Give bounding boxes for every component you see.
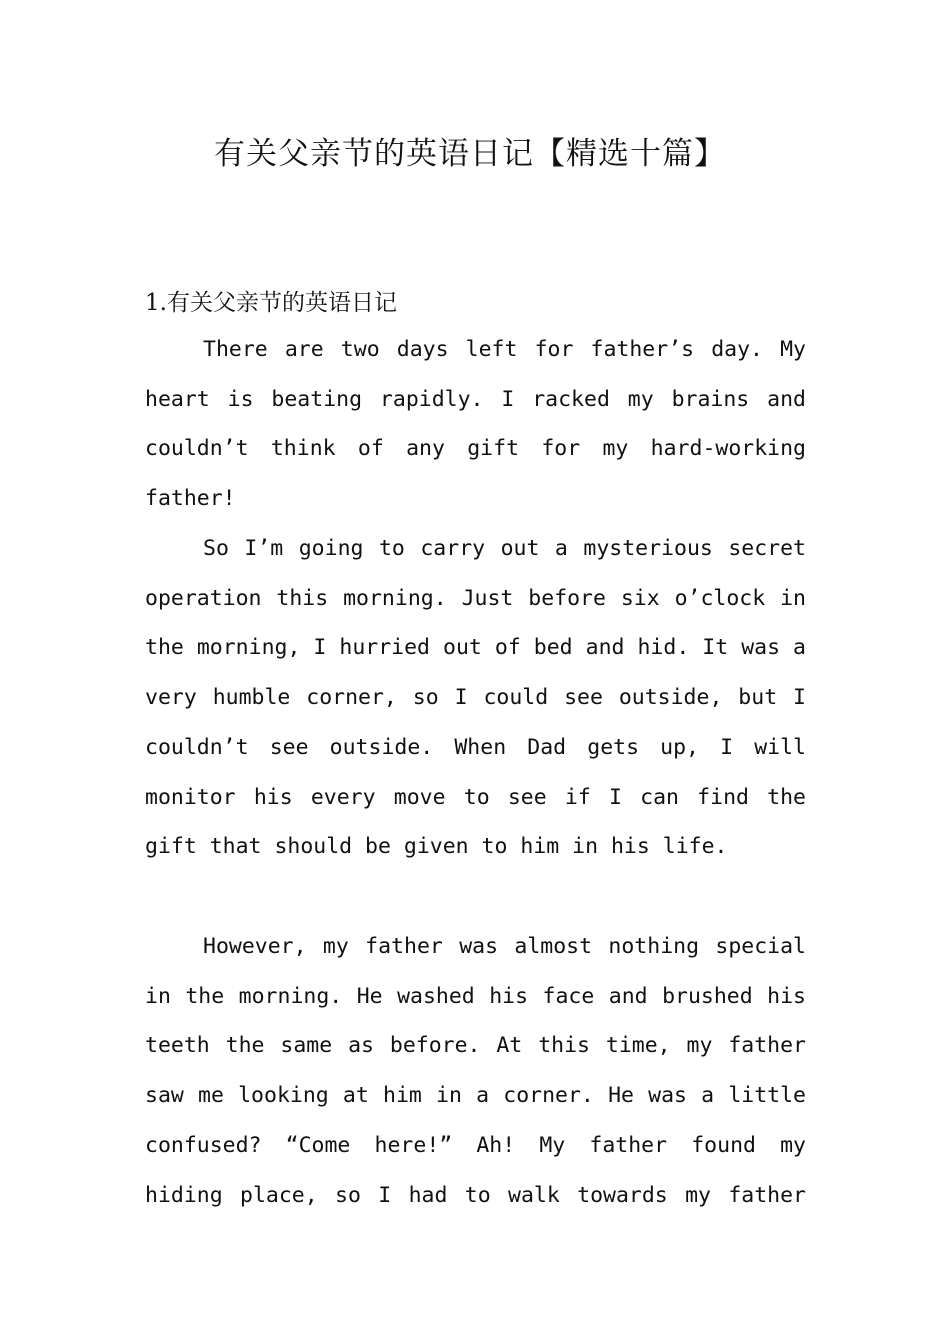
document-title: 有关父亲节的英语日记【精选十篇】 — [214, 136, 726, 172]
paragraph-2: So I’m going to carry out a mysterious secret operation this morning. Just before six o’clock in the morning, I hurried out of bed and hid. It was a very humble corner, so I could see outside, but I couldn’t see outside. When Dad gets up, I will monitor his every move to see if I can find the gift that should be given to him in his life. — [145, 536, 806, 860]
paragraph-1: There are two days left for father’s day. My heart is beating rapidly. I racked my brains and couldn’t think of any gift for my hard-working father! — [145, 337, 806, 512]
paragraph-3: However, my father was almost nothing special in the morning. He washed his face and brushed his teeth the same as before. At this time, my father saw me looking at him in a corner. He was a little confused? “Come here!” Ah! My father found my hiding place, so I had to walk towards my father — [145, 934, 806, 1208]
section-heading: 1.有关父亲节的英语日记 — [145, 290, 397, 316]
